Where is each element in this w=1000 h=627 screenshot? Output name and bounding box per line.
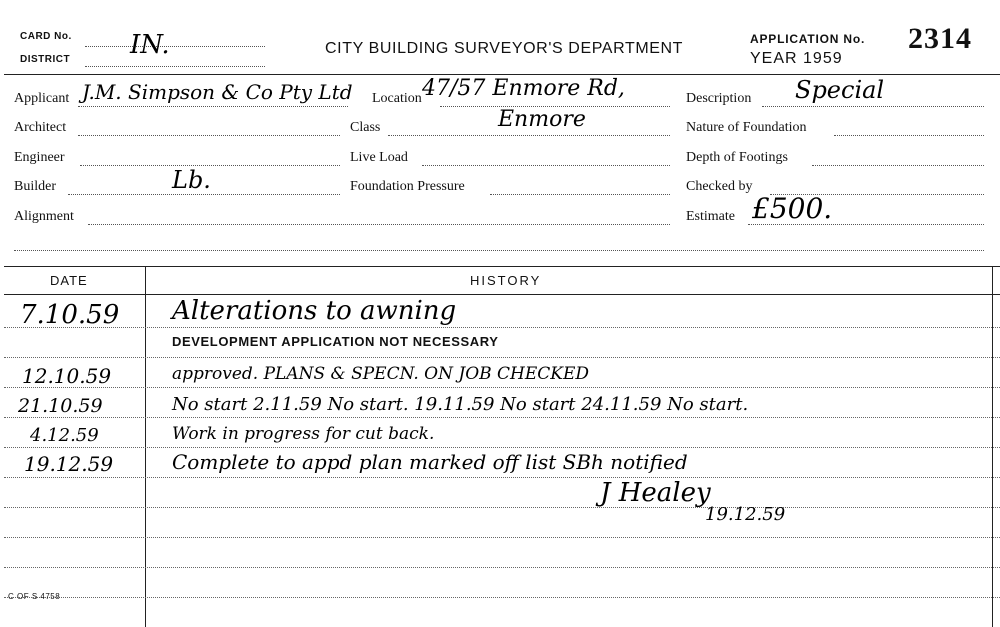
description-label: Description — [686, 91, 752, 106]
table-row-date: 21.10.59 — [18, 395, 103, 417]
table-rule — [4, 447, 1000, 448]
table-rule — [4, 357, 1000, 358]
card-no-label: CARD No. — [20, 31, 72, 42]
table-row-date: 19.12.59 — [24, 452, 114, 476]
table-row-date: 4.12.59 — [30, 425, 99, 446]
class-label: Class — [350, 120, 381, 135]
foundation-pressure-dotline — [490, 194, 670, 195]
depth-label: Depth of Footings — [686, 150, 788, 165]
location-value-2: Enmore — [498, 107, 586, 132]
table-rule — [4, 477, 1000, 478]
table-row-history: No start 2.11.59 No start. 19.11.59 No start 24.11.59 No start. — [172, 394, 749, 415]
application-label: APPLICATION No. — [750, 32, 866, 46]
table-rule — [4, 327, 1000, 328]
architect-label: Architect — [14, 120, 67, 135]
table-row-date: 12.10.59 — [22, 364, 112, 388]
alignment-dotline — [88, 224, 670, 225]
description-dotline — [762, 106, 984, 107]
architect-dotline — [78, 135, 340, 136]
applicant-label: Applicant — [14, 91, 70, 106]
builder-dotline — [68, 194, 340, 195]
builder-value: Lb. — [172, 166, 211, 194]
table-row-history: Work in progress for cut back. — [172, 424, 435, 444]
estimate-value: £500. — [752, 192, 833, 225]
table-rule — [4, 387, 1000, 388]
location-value-1: 47/57 Enmore Rd, — [422, 76, 625, 101]
card-no-value: IN. — [130, 30, 170, 60]
location-label: Location — [372, 91, 422, 106]
live-load-dotline — [422, 165, 670, 166]
card-no-dotline — [85, 46, 265, 47]
table-row-history: Complete to appd plan marked off list SBh notified — [172, 450, 688, 474]
district-dotline — [85, 66, 265, 67]
district-label: DISTRICT — [20, 54, 71, 65]
foundation-pressure-label: Foundation Pressure — [350, 179, 465, 194]
estimate-label: Estimate — [686, 209, 735, 224]
nature-label: Nature of Foundation — [686, 120, 807, 135]
table-header-border — [4, 294, 1000, 295]
signature: J Healey — [600, 478, 711, 508]
history-header: HISTORY — [470, 273, 542, 288]
applicant-value: J.M. Simpson & Co Pty Ltd — [82, 80, 353, 104]
table-row-history-stamp: DEVELOPMENT APPLICATION NOT NECESSARY — [172, 334, 499, 349]
engineer-label: Engineer — [14, 150, 65, 165]
table-rule — [4, 537, 1000, 538]
builder-label: Builder — [14, 179, 56, 194]
table-row-date: 7.10.59 — [20, 300, 120, 330]
year-label: YEAR 1959 — [750, 50, 843, 67]
table-rule — [4, 417, 1000, 418]
table-rule — [4, 567, 1000, 568]
blank-dotline — [14, 250, 984, 251]
signature-date: 19.12.59 — [705, 504, 786, 525]
checked-label: Checked by — [686, 179, 753, 194]
header-divider — [4, 74, 1000, 75]
table-row-history: approved. PLANS & SPECN. ON JOB CHECKED — [172, 364, 590, 384]
table-rule — [4, 507, 1000, 508]
date-header: DATE — [50, 273, 88, 288]
applicant-dotline — [78, 106, 348, 107]
depth-dotline — [812, 165, 984, 166]
class-dotline — [388, 135, 670, 136]
application-number: 2314 — [908, 22, 972, 55]
alignment-label: Alignment — [14, 209, 74, 224]
nature-dotline — [834, 135, 984, 136]
table-row-history: Alterations to awning — [172, 296, 457, 326]
department-title: CITY BUILDING SURVEYOR'S DEPARTMENT — [325, 40, 684, 57]
live-load-label: Live Load — [350, 150, 408, 165]
table-rule — [4, 597, 1000, 598]
table-top-border — [4, 266, 1000, 267]
form-code: C OF S 4758 — [8, 592, 61, 601]
description-value: Special — [795, 76, 885, 104]
